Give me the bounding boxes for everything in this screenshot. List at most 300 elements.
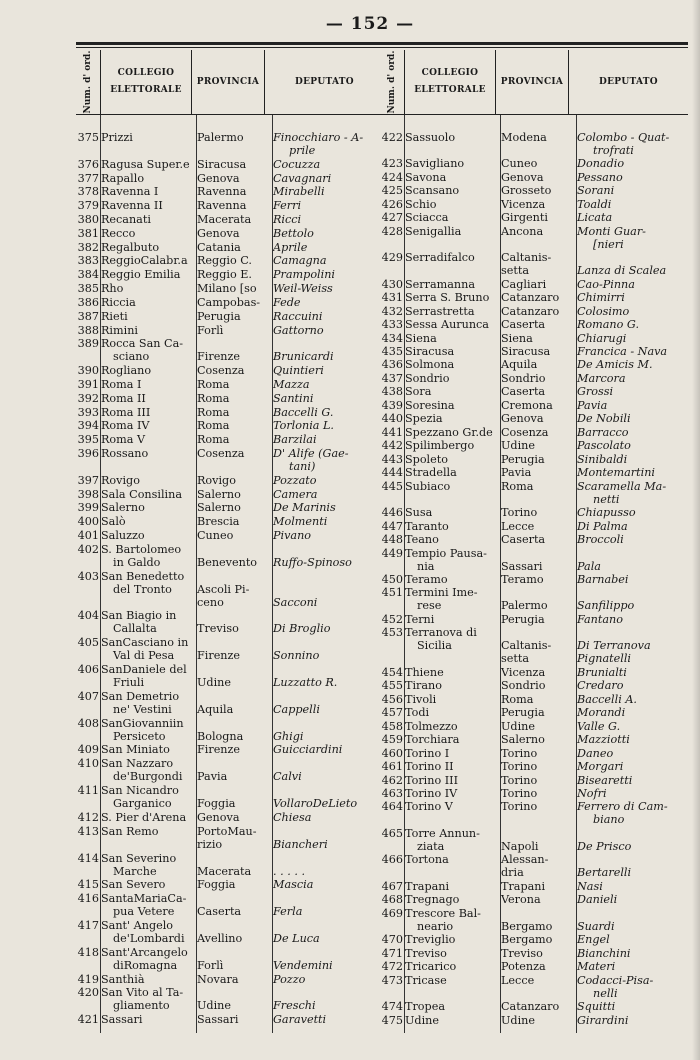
deputato-name-line: Grossi	[577, 385, 614, 399]
deputato-name-line: trofrati	[593, 144, 634, 157]
provincia-name-line: setta	[501, 264, 530, 278]
row-number: 383	[77, 254, 99, 268]
provincia-name-line: Forlì	[197, 323, 224, 337]
collegio-name-line: Torino I	[405, 746, 450, 760]
provincia-name-line: Lecce	[501, 973, 535, 987]
deputato-name-line: Sanfilippo	[577, 599, 635, 613]
deputato-name-line	[577, 907, 687, 920]
table-row	[380, 291, 688, 304]
left-table	[76, 50, 384, 1033]
row-number: 408	[77, 716, 99, 730]
collegio-name-line: Soresina	[405, 398, 455, 412]
row-number: 431	[381, 291, 403, 305]
provincia-name-line: Cosenza	[501, 425, 549, 439]
table-row	[380, 760, 688, 773]
deputato-name	[577, 506, 687, 519]
deputato-name	[577, 933, 687, 946]
top-rule-thick	[76, 42, 688, 45]
header-collegio-line2: ELETTORALE	[414, 85, 486, 95]
collegio-name-line: neario	[417, 919, 454, 933]
collegio-name	[101, 543, 197, 569]
collegio-name	[101, 282, 197, 295]
collegio-name-line: Spezia	[405, 412, 443, 426]
collegio-name	[405, 907, 501, 933]
collegio-name	[101, 811, 197, 824]
collegio-name	[405, 439, 501, 452]
deputato-name-line: Weil-Weiss	[273, 282, 333, 296]
row-number: 472	[381, 960, 403, 974]
provincia-name-line	[197, 663, 272, 676]
collegio-name	[405, 184, 501, 197]
provincia-name	[501, 787, 576, 800]
deputato-name	[273, 515, 383, 528]
provincia-name-line: Caltanis-	[501, 251, 552, 265]
provincia-name	[197, 636, 272, 662]
deputato-name-line	[273, 609, 383, 622]
table-row	[76, 364, 384, 377]
deputato-name	[577, 613, 687, 626]
collegio-name-line: Roma II	[101, 391, 146, 405]
provincia-name	[197, 784, 272, 810]
row-number: 427	[381, 211, 403, 225]
collegio-name	[405, 453, 501, 466]
row-number: 451	[381, 586, 403, 600]
deputato-name-line: Sorani	[577, 184, 615, 198]
collegio-name-line: Tirano	[405, 679, 442, 693]
collegio-name	[101, 172, 197, 185]
deputato-name-line: Vendemini	[273, 958, 333, 972]
table-row	[380, 412, 688, 425]
collegio-name-line: San Severo	[101, 878, 166, 892]
deputato-name-line: Suardi	[577, 919, 615, 933]
provincia-name	[197, 254, 272, 267]
provincia-name	[197, 529, 272, 542]
deputato-name-line: Danieli	[577, 893, 618, 907]
table-row	[380, 1014, 688, 1027]
collegio-name-line: Santhià	[101, 972, 145, 986]
provincia-name-line: Genova	[197, 226, 240, 240]
row-number: 415	[77, 878, 99, 892]
collegio-name-line: Torino IV	[405, 786, 458, 800]
table-row	[380, 573, 688, 586]
collegio-name-line: Recanati	[101, 213, 151, 227]
row-number: 430	[381, 277, 403, 291]
deputato-name	[577, 251, 687, 277]
collegio-name-line: Tolmezzo	[405, 719, 458, 733]
provincia-name	[197, 213, 272, 226]
deputato-name-line: Chimirri	[577, 291, 625, 305]
provincia-name-line: Genova	[197, 171, 240, 185]
deputato-name-line: Pignatelli	[577, 652, 631, 666]
collegio-name	[101, 690, 197, 716]
provincia-name	[501, 960, 576, 973]
deputato-name	[577, 586, 687, 612]
collegio-name	[101, 784, 197, 810]
provincia-name	[197, 185, 272, 198]
collegio-name	[101, 158, 197, 171]
collegio-name-line: SantaMariaCa-	[101, 892, 187, 906]
deputato-name-line: Sinibaldi	[577, 452, 628, 466]
table-row	[380, 933, 688, 946]
deputato-name	[273, 241, 383, 254]
collegio-name-line: San Miniato	[101, 743, 170, 757]
table-row	[76, 254, 384, 267]
collegio-name-line: SanCasciano in	[101, 636, 189, 650]
provincia-name	[501, 520, 576, 533]
collegio-name	[101, 199, 197, 212]
deputato-name	[577, 693, 687, 706]
page-number: — 152 —	[325, 14, 415, 34]
provincia-name-line	[197, 986, 272, 999]
provincia-name	[501, 974, 576, 987]
collegio-name-line: Torre Annun-	[405, 826, 480, 840]
deputato-name	[273, 268, 383, 281]
row-number: 463	[381, 786, 403, 800]
deputato-name-line: . . . . .	[273, 864, 306, 878]
deputato-name	[577, 453, 687, 466]
collegio-name-line: Tivoli	[405, 692, 437, 706]
row-number: 469	[381, 906, 403, 920]
provincia-name-line: dria	[501, 866, 524, 880]
deputato-name	[577, 439, 687, 452]
deputato-name-line: Chiesa	[273, 810, 312, 824]
provincia-name	[197, 717, 272, 743]
page-edge-shadow	[692, 0, 700, 1060]
provincia-name	[197, 419, 272, 432]
collegio-name-line: Persiceto	[113, 729, 166, 743]
provincia-name-line: Grosseto	[501, 184, 552, 198]
table-row	[76, 717, 384, 743]
deputato-name-line: Molmenti	[273, 515, 328, 529]
collegio-name	[405, 827, 501, 853]
collegio-name	[405, 358, 501, 371]
row-number: 406	[77, 663, 99, 677]
deputato-name-line	[273, 690, 383, 703]
provincia-name	[501, 305, 576, 318]
deputato-name-line: Di Terranova	[577, 639, 651, 653]
provincia-name-line: Cuneo	[501, 157, 538, 171]
row-number: 449	[381, 546, 403, 560]
deputato-name-line: Torlonia L.	[273, 419, 334, 433]
collegio-name-line: Serra S. Bruno	[405, 291, 490, 305]
deputato-name-line: Barracco	[577, 425, 629, 439]
collegio-name	[405, 372, 501, 385]
provincia-name	[501, 171, 576, 184]
collegio-name	[101, 609, 197, 635]
deputato-name-line: VollaroDeLieto	[273, 797, 358, 811]
table-row	[380, 533, 688, 546]
collegio-name-line: Salò	[101, 515, 126, 529]
deputato-name-line: Prampolini	[273, 268, 335, 282]
provincia-name-line: Catanzaro	[501, 304, 560, 318]
deputato-name	[577, 225, 687, 251]
provincia-name-line	[197, 337, 272, 350]
deputato-name-line: Montemartini	[577, 466, 655, 480]
deputato-name-line	[273, 919, 383, 932]
provincia-name-line: Ancona	[501, 224, 544, 238]
deputato-name-line: Garavetti	[273, 1013, 327, 1027]
deputato-name-line: Baccelli G.	[273, 405, 334, 419]
provincia-name	[501, 706, 576, 719]
deputato-name-line: De Prisco	[577, 839, 632, 853]
collegio-name-line: de'Burgondi	[113, 770, 183, 784]
row-number: 397	[77, 473, 99, 487]
deputato-name-line: Chiarugi	[577, 331, 627, 345]
deputato-name	[577, 211, 687, 224]
collegio-name	[405, 480, 501, 493]
table-row	[76, 378, 384, 391]
collegio-name-line: Ravenna II	[101, 199, 163, 213]
table-row	[380, 907, 688, 933]
deputato-name-line: Codacci-Pisa-	[577, 973, 654, 987]
row-number: 405	[77, 636, 99, 650]
deputato-name	[577, 880, 687, 893]
deputato-name	[577, 760, 687, 773]
table-row	[380, 385, 688, 398]
deputato-name-line: Pozzato	[273, 473, 317, 487]
provincia-name	[197, 241, 272, 254]
collegio-name-line: Serradifalco	[405, 251, 475, 265]
provincia-name-line: Macerata	[197, 213, 252, 227]
provincia-name-line: Novara	[197, 972, 239, 986]
provincia-name	[197, 743, 272, 756]
collegio-name	[101, 419, 197, 432]
table-body	[76, 115, 384, 1033]
table-row	[380, 198, 688, 211]
row-number: 446	[381, 506, 403, 520]
table-row	[380, 211, 688, 224]
deputato-name	[273, 474, 383, 487]
provincia-name-line	[197, 636, 272, 649]
header-num-cell	[76, 50, 101, 114]
collegio-name	[405, 626, 501, 652]
collegio-name	[101, 1013, 197, 1026]
provincia-name-line: Alessan-	[501, 853, 549, 867]
row-number: 454	[381, 665, 403, 679]
row-number: 388	[77, 323, 99, 337]
table-row	[76, 973, 384, 986]
table-row	[76, 825, 384, 851]
table-row	[76, 488, 384, 501]
provincia-name	[501, 412, 576, 425]
row-number: 440	[381, 412, 403, 426]
provincia-name	[197, 543, 272, 569]
collegio-name-line: Todi	[405, 706, 430, 720]
collegio-name	[101, 337, 197, 363]
collegio-name-line: Serramanna	[405, 277, 476, 291]
deputato-name	[577, 774, 687, 787]
table-row	[76, 529, 384, 542]
collegio-name-line: San Severino	[101, 851, 177, 865]
collegio-name-line: Tregnago	[405, 893, 460, 907]
collegio-name	[101, 474, 197, 487]
collegio-name	[101, 878, 197, 891]
provincia-name-line: Caltanis-	[501, 639, 552, 653]
provincia-name	[197, 310, 272, 323]
provincia-name	[197, 757, 272, 783]
table-row	[76, 268, 384, 281]
collegio-name-line: San Nicandro	[101, 784, 179, 798]
row-number: 442	[381, 439, 403, 453]
collegio-name-line: Siracusa	[405, 345, 455, 359]
provincia-name	[501, 760, 576, 773]
collegio-name	[101, 986, 197, 1012]
collegio-name-line: Sassuolo	[405, 131, 456, 144]
provincia-name-line: Siena	[501, 331, 533, 345]
row-number: 401	[77, 529, 99, 543]
row-number: 473	[381, 973, 403, 987]
provincia-name	[501, 800, 576, 813]
table-row	[76, 296, 384, 309]
deputato-name-line	[273, 663, 383, 676]
row-number: 394	[77, 419, 99, 433]
table-row	[76, 337, 384, 363]
provincia-name	[501, 626, 576, 665]
collegio-name-line: Teramo	[405, 572, 448, 586]
provincia-name-line	[197, 543, 272, 556]
header-provincia: PROVINCIA	[192, 50, 265, 114]
table-row	[380, 787, 688, 800]
provincia-name	[501, 827, 576, 853]
provincia-name	[197, 515, 272, 528]
row-number: 407	[77, 689, 99, 703]
collegio-name	[405, 693, 501, 706]
table-row	[76, 852, 384, 878]
deputato-name-line: Calvi	[273, 770, 302, 784]
deputato-name-line: Mascia	[273, 878, 314, 892]
provincia-name-line: Perugia	[501, 452, 545, 466]
deputato-name-line: Cocuzza	[273, 157, 321, 171]
provincia-name-line: Lecce	[501, 519, 535, 533]
collegio-name	[101, 636, 197, 662]
provincia-name-line: setta	[501, 652, 530, 666]
collegio-name-line: Trescore Bal-	[405, 906, 481, 920]
provincia-name-line: Macerata	[197, 864, 252, 878]
deputato-name-line: Ruffo-Spinoso	[273, 555, 352, 569]
row-number: 418	[77, 945, 99, 959]
deputato-name	[273, 185, 383, 198]
deputato-name-line	[273, 636, 383, 649]
provincia-name	[197, 447, 272, 460]
deputato-name	[273, 227, 383, 240]
row-number: 398	[77, 487, 99, 501]
provincia-name	[197, 364, 272, 377]
deputato-name	[577, 706, 687, 719]
provincia-name-line: Firenze	[197, 350, 241, 364]
table-row	[76, 158, 384, 171]
collegio-name	[405, 157, 501, 170]
deputato-name-line	[273, 570, 383, 583]
provincia-name	[197, 811, 272, 824]
deputato-name	[273, 986, 383, 1012]
collegio-name-line: Sala Consilina	[101, 487, 182, 501]
provincia-name-line: Girgenti	[501, 211, 548, 225]
provincia-name-line: Pavia	[197, 770, 228, 784]
collegio-name	[101, 743, 197, 756]
collegio-name	[101, 501, 197, 514]
provincia-name	[197, 268, 272, 281]
table-row	[76, 919, 384, 945]
table-row	[76, 392, 384, 405]
table-row	[380, 706, 688, 719]
collegio-name	[405, 586, 501, 612]
collegio-name	[405, 332, 501, 345]
collegio-name-line: ne' Vestini	[113, 702, 172, 716]
deputato-name-line: Barzilai	[273, 433, 317, 447]
provincia-name	[501, 385, 576, 398]
deputato-name	[273, 543, 383, 569]
deputato-name-line	[273, 784, 383, 797]
collegio-name-line: Recco	[101, 226, 136, 240]
deputato-name	[273, 406, 383, 419]
deputato-name-line: Colombo - Quat-	[577, 131, 670, 144]
provincia-name	[501, 747, 576, 760]
table-row	[76, 690, 384, 716]
deputato-name	[273, 254, 383, 267]
collegio-name-line: Tricase	[405, 973, 447, 987]
collegio-name	[101, 227, 197, 240]
provincia-name-line: Aquila	[197, 702, 234, 716]
deputato-name	[273, 878, 383, 891]
row-number: 386	[77, 295, 99, 309]
collegio-name-line: Treviglio	[405, 933, 456, 947]
provincia-name	[197, 609, 272, 635]
deputato-name-line: Lanza di Scalea	[577, 264, 667, 278]
deputato-name-line: [nieri	[593, 237, 624, 251]
table-row	[380, 131, 688, 157]
collegio-name-line: Serrastretta	[405, 304, 475, 318]
provincia-name-line: Treviso	[197, 622, 239, 636]
collegio-name-line: Sessa Aurunca	[405, 318, 489, 332]
table-row	[76, 811, 384, 824]
row-number: 461	[381, 760, 403, 774]
row-number: 459	[381, 733, 403, 747]
collegio-name	[405, 278, 501, 291]
provincia-name-line: Roma	[501, 692, 534, 706]
deputato-name-line: Finocchiaro - A-	[273, 131, 364, 144]
collegio-name-line: Ragusa Super.e	[101, 157, 190, 171]
table-row	[380, 318, 688, 331]
deputato-name-line: Raccuini	[273, 309, 323, 323]
deputato-name	[577, 318, 687, 331]
deputato-name	[577, 332, 687, 345]
collegio-name	[101, 406, 197, 419]
deputato-name	[577, 278, 687, 291]
deputato-name-line: De Luca	[273, 931, 320, 945]
deputato-name	[577, 399, 687, 412]
provincia-name-line: Cagliari	[501, 277, 547, 291]
deputato-name	[577, 974, 687, 1000]
collegio-name	[101, 447, 197, 460]
provincia-name	[197, 406, 272, 419]
table-row	[380, 520, 688, 533]
row-number: 419	[77, 972, 99, 986]
provincia-name-line: Teramo	[501, 572, 544, 586]
row-number: 412	[77, 810, 99, 824]
collegio-name-line: SanDaniele del	[101, 663, 187, 677]
provincia-name-line	[501, 907, 576, 920]
deputato-name-line: Credaro	[577, 679, 624, 693]
provincia-name	[501, 480, 576, 493]
deputato-name	[577, 907, 687, 933]
row-number: 434	[381, 331, 403, 345]
provincia-name	[501, 774, 576, 787]
deputato-name	[273, 717, 383, 743]
provincia-name	[197, 852, 272, 878]
collegio-name	[101, 268, 197, 281]
provincia-name	[501, 1000, 576, 1013]
collegio-name	[101, 392, 197, 405]
